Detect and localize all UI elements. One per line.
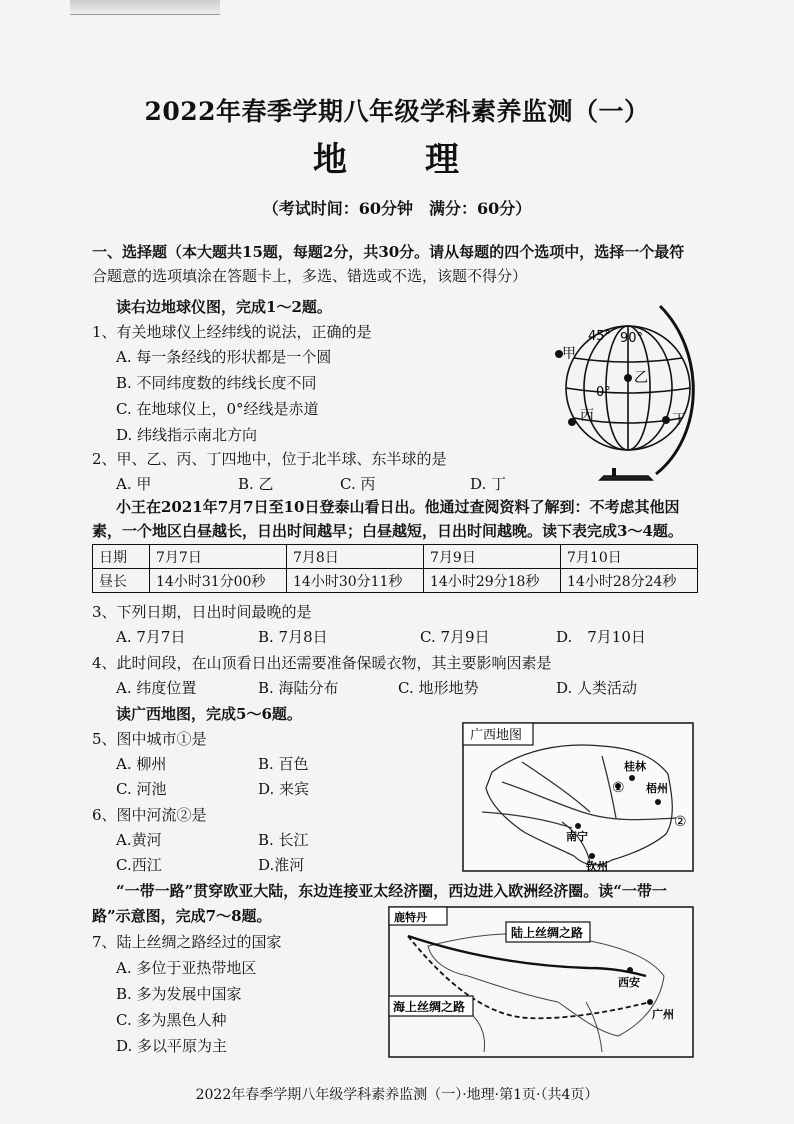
story-line-1: 小王在2021年7月7日至10日登泰山看日出。他通过查阅资料了解到：不考虑其他因: [116, 498, 680, 516]
q7-stem: 7、陆上丝绸之路经过的国家: [92, 933, 282, 951]
q3-option-a: A. 7月7日: [116, 628, 186, 646]
daylength-table: [92, 544, 698, 593]
globe-intro: 读右边地球仪图，完成1～2题。: [116, 298, 332, 316]
q7-option-c: C. 多为黑色人种: [116, 1011, 227, 1029]
table-cell: 7月10日: [561, 545, 698, 569]
story-line-2: 素，一个地区白昼越长，日出时间越早；白昼越短，日出时间越晚。读下表完成3～4题。: [92, 522, 683, 540]
table-header-length: 昼长: [93, 569, 150, 593]
city-guilin: [629, 775, 635, 781]
q7-option-b: B. 多为发展中国家: [116, 985, 242, 1003]
q1-option-c: C. 在地球仪上，0°经线是赤道: [116, 400, 319, 418]
label-qinzhou: 钦州: [586, 860, 608, 872]
city-nanning: [575, 823, 581, 829]
label-marker-1: ①: [612, 780, 625, 796]
label-guilin: 桂林: [624, 760, 646, 773]
globe-figure: [548, 300, 698, 496]
q5-option-d: D. 来宾: [258, 780, 310, 798]
q1-option-d: D. 纬线指示南北方向: [116, 426, 258, 444]
q6-option-b: B. 长江: [258, 831, 309, 849]
label-land-route: 陆上丝绸之路: [511, 926, 584, 940]
label-yi: 乙: [634, 370, 648, 386]
guangxi-map: [462, 722, 694, 872]
label-jia: 甲: [562, 346, 576, 362]
section-instruction-1: 一、选择题（本大题共15题，每题2分，共30分。请从每题的四个选项中，选择一个最符: [92, 243, 685, 261]
label-bing: 丙: [580, 408, 594, 424]
table-cell: 14小时30分11秒: [287, 569, 424, 593]
q5-option-c: C. 河池: [116, 780, 167, 798]
label-marker-2: ②: [674, 814, 687, 830]
belt-line-1: “一带一路”贯穿欧亚大陆，东边连接亚太经济圈，西边进入欧洲经济圈。读“一带一: [116, 882, 667, 900]
table-cell: 7月8日: [287, 545, 424, 569]
label-sea-route: 海上丝绸之路: [393, 1000, 466, 1014]
table-cell: 14小时29分18秒: [424, 569, 561, 593]
q3-option-d: D. 7月10日: [556, 628, 646, 646]
gx-intro: 读广西地图，完成5～6题。: [116, 705, 302, 723]
city-qinzhou: [589, 853, 595, 859]
q4-option-d: D. 人类活动: [556, 679, 638, 697]
city-guangzhou: [647, 999, 653, 1005]
q5-option-a: A. 柳州: [116, 755, 167, 773]
page-footer: 2022年春季学期八年级学科素养监测（一）·地理·第1页·（共4页）: [195, 1087, 599, 1103]
label-lon45: 45°: [588, 329, 612, 344]
q2-option-c: C. 丙: [340, 475, 376, 493]
table-row: [93, 569, 698, 593]
label-lon90: 90°: [620, 331, 644, 346]
q6-option-c: C.西江: [116, 856, 162, 874]
gx-map-title: 广西地图: [470, 728, 523, 743]
point-ding: [662, 416, 670, 424]
point-yi: [624, 374, 632, 382]
q2-option-d: D. 丁: [470, 475, 507, 493]
label-xian: 西安: [618, 976, 640, 989]
q3-stem: 3、下列日期，日出时间最晚的是: [92, 603, 312, 621]
table-header-date: 日期: [93, 545, 150, 569]
q1-option-a: A. 每一条经线的形状都是一个圆: [116, 348, 332, 366]
q1-stem: 1、有关地球仪上经纬线的说法，正确的是: [92, 323, 372, 341]
label-wuzhou: 梧州: [646, 782, 668, 795]
q6-stem: 6、图中河流②是: [92, 806, 207, 824]
city-xian: [627, 967, 633, 973]
q2-option-a: A. 甲: [116, 475, 152, 493]
q4-option-b: B. 海陆分布: [258, 679, 339, 697]
city-wuzhou: [655, 799, 661, 805]
q3-option-b: B. 7月8日: [258, 628, 328, 646]
subject-title: 地 理: [313, 140, 481, 180]
q1-option-b: B. 不同纬度数的纬线长度不同: [116, 374, 317, 392]
q7-option-a: A. 多位于亚热带地区: [116, 959, 257, 977]
q5-stem: 5、图中城市①是: [92, 730, 207, 748]
belt-road-map: [388, 906, 694, 1058]
q3-option-c: C. 7月9日: [420, 628, 490, 646]
table-row: [93, 545, 698, 569]
scan-mark: [70, 0, 220, 15]
label-ding: 丁: [672, 412, 686, 428]
exam-title: 2022年春季学期八年级学科素养监测（一）: [144, 97, 650, 126]
exam-info: （考试时间：60分钟 满分：60分）: [262, 199, 532, 218]
table-cell: 7月7日: [150, 545, 287, 569]
q6-option-a: A.黄河: [116, 831, 162, 849]
section-instruction-2: 合题意的选项填涂在答题卡上，多选、错选或不选，该题不得分）: [92, 267, 528, 285]
q2-option-b: B. 乙: [238, 475, 274, 493]
q4-stem: 4、此时间段，在山顶看日出还需要准备保暖衣物，其主要影响因素是: [92, 654, 552, 672]
q5-option-b: B. 百色: [258, 755, 309, 773]
label-rotterdam: 鹿特丹: [394, 911, 427, 924]
table-cell: 14小时31分00秒: [150, 569, 287, 593]
label-nanning: 南宁: [566, 830, 588, 843]
label-lat0: 0°: [596, 385, 611, 400]
point-bing: [568, 418, 576, 426]
q4-option-a: A. 纬度位置: [116, 679, 197, 697]
q6-option-d: D.淮河: [258, 856, 305, 874]
q7-option-d: D. 多以平原为主: [116, 1037, 228, 1055]
q4-option-c: C. 地形地势: [398, 679, 479, 697]
label-guangzhou: 广州: [652, 1008, 674, 1021]
q2-stem: 2、甲、乙、丙、丁四地中，位于北半球、东半球的是: [92, 450, 447, 468]
belt-line-2: 路”示意图，完成7～8题。: [92, 907, 272, 925]
table-cell: 14小时28分24秒: [561, 569, 698, 593]
table-cell: 7月9日: [424, 545, 561, 569]
